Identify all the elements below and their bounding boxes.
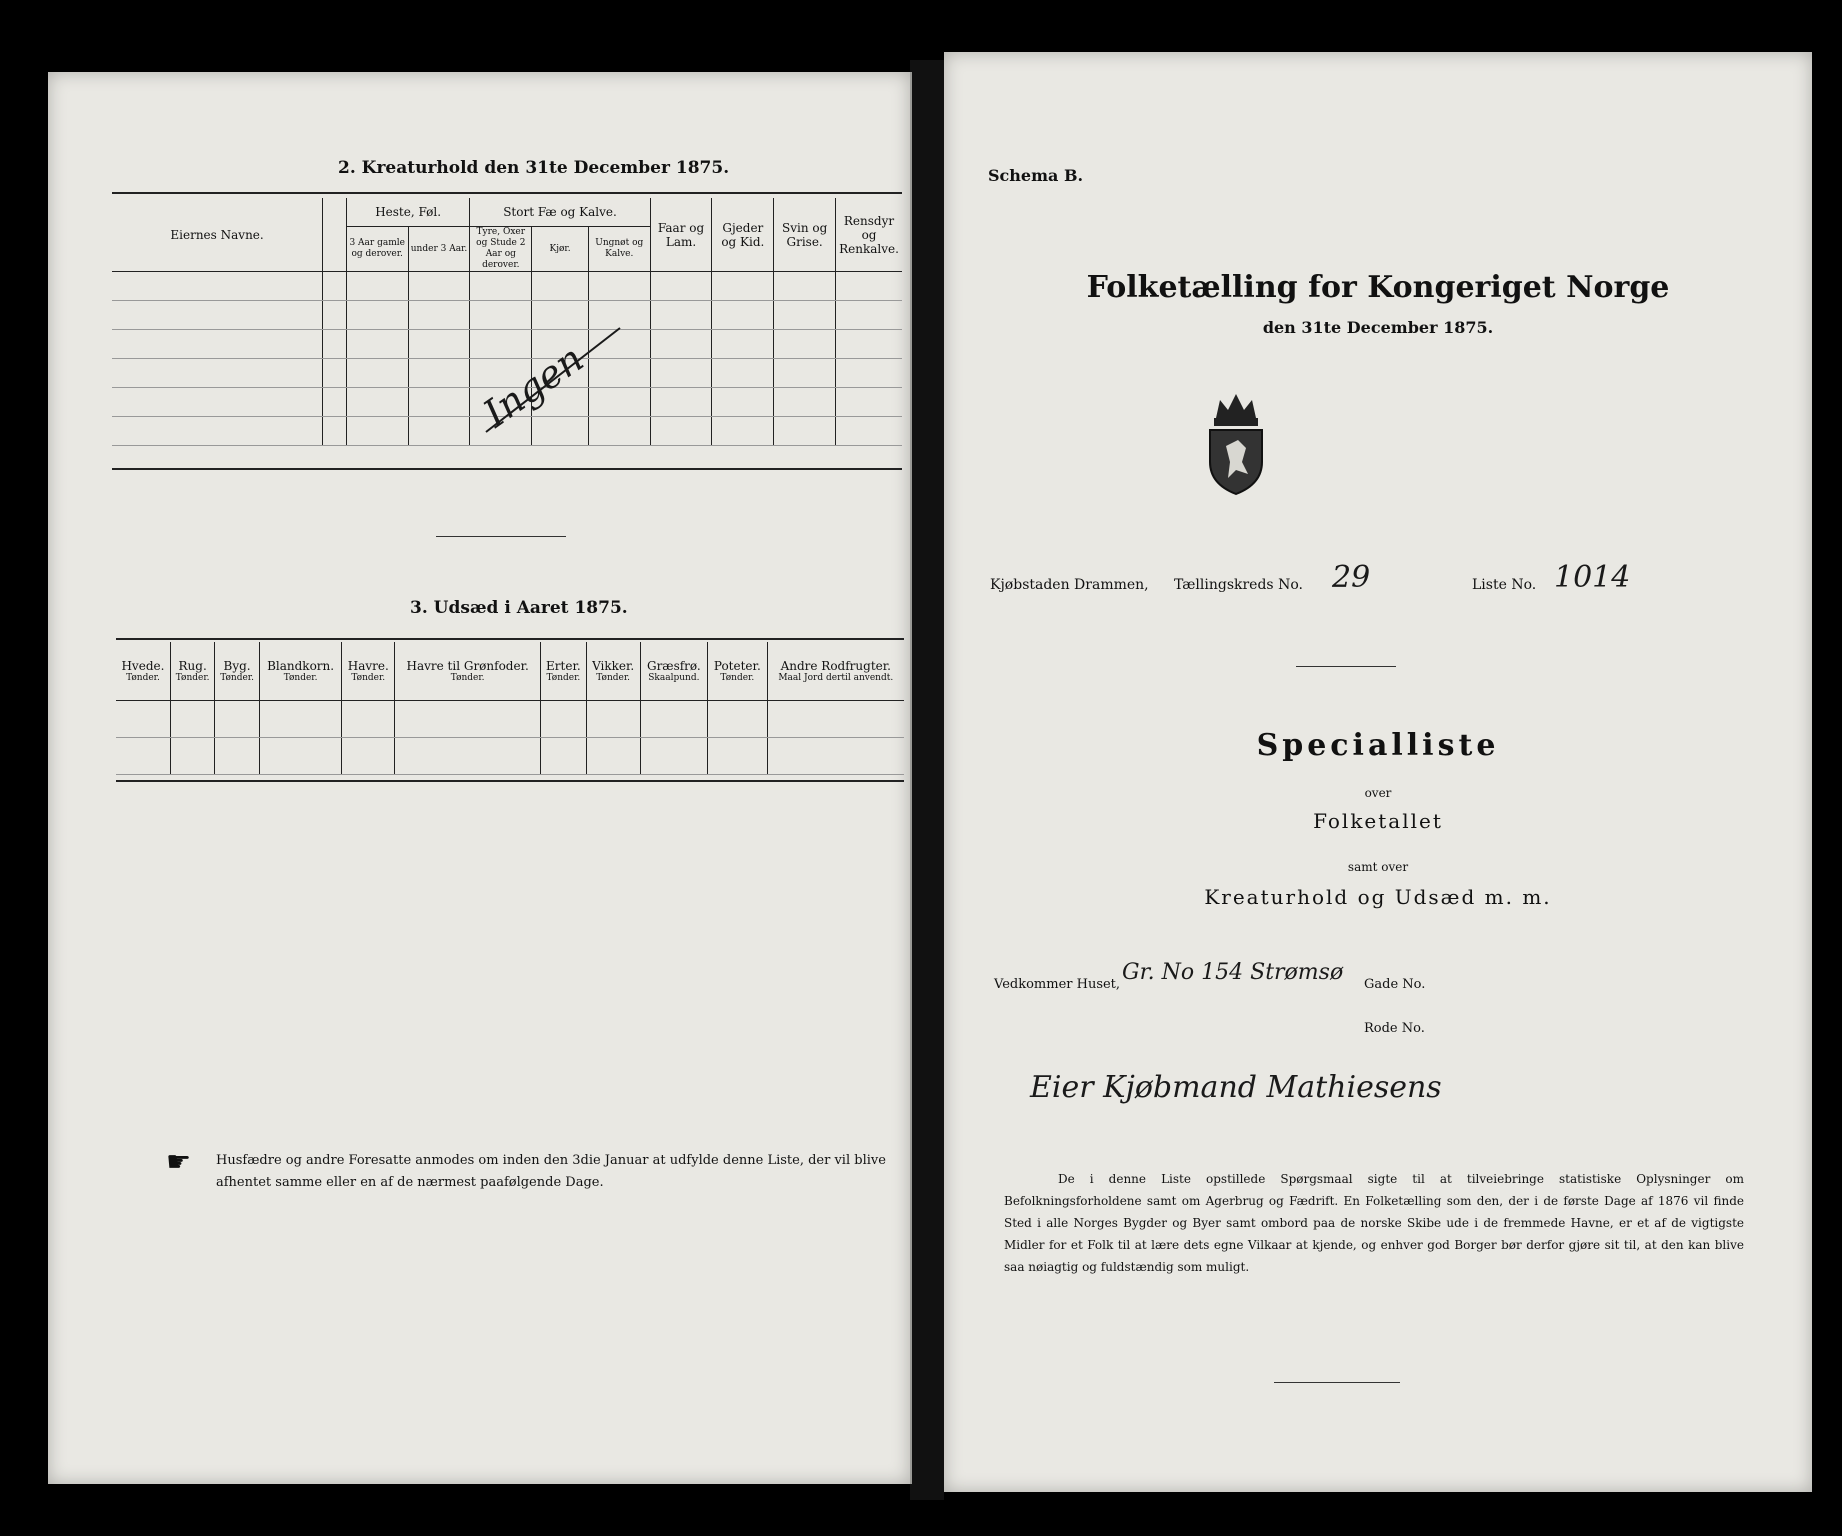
location-label: Kjøbstaden Drammen, [990, 577, 1149, 593]
col-faar: Faar og Lam. [650, 198, 712, 272]
liste-number: 1014 [1554, 560, 1631, 595]
handwritten-ingen: Ingen [475, 336, 592, 436]
udsaed-col-name: Vikker. [592, 658, 635, 673]
udsaed-col-unit: Tønder. [220, 672, 254, 683]
col-stort-fae: Stort Fæ og Kalve. [470, 198, 650, 227]
udsaed-cell [259, 738, 342, 775]
udsaed-col-header [541, 642, 586, 701]
section3-title: 3. Udsæd i Aaret 1875. [410, 598, 628, 618]
udsaed-col-header [342, 642, 395, 701]
col-svin: Svin og Grise. [774, 198, 836, 272]
udsaed-col-header [708, 642, 768, 701]
rode-label: Rode No. [1364, 1021, 1425, 1036]
pointing-hand-icon: ☛ [166, 1145, 192, 1178]
kreds-label: Tællingskreds No. [1174, 577, 1303, 593]
udsaed-cell [767, 701, 904, 738]
udsaed-cell [215, 738, 259, 775]
udsaed-cell [541, 738, 586, 775]
udsaed-col-header [767, 642, 904, 701]
udsaed-col-header [170, 642, 214, 701]
udsaed-col-name: Blandkorn. [267, 658, 335, 673]
udsaed-col-unit: Tønder. [720, 672, 755, 683]
udsaed-header-row [116, 642, 904, 701]
udsaed-cell [116, 738, 170, 775]
table-row [112, 272, 902, 301]
udsaed-cell [215, 701, 259, 738]
schema-label: Schema B. [988, 166, 1084, 185]
folketallet-text: Folketallet [1313, 809, 1443, 833]
col-blank [323, 198, 347, 272]
udsaed-col-unit: Tønder. [596, 672, 631, 683]
udsaed-col-header [640, 642, 707, 701]
main-title: Folketælling for Kongeriget Norge [1086, 270, 1670, 305]
udsaed-col-name: Erter. [546, 658, 581, 673]
table-row [116, 738, 904, 775]
udsaed-bottom-rule [116, 780, 904, 782]
udsaed-col-name: Rug. [178, 658, 207, 673]
udsaed-col-header [259, 642, 342, 701]
separator [436, 536, 566, 537]
over-text: over [1364, 786, 1392, 800]
udsaed-col-unit: Tønder. [546, 672, 581, 683]
udsaed-cell [116, 701, 170, 738]
udsaed-cell [541, 701, 586, 738]
owner-handwriting: Eier Kjøbmand Mathiesens [1030, 1070, 1442, 1105]
udsaed-col-name: Græsfrø. [646, 658, 701, 673]
col-heste-under3: under 3 Aar. [408, 227, 470, 272]
strike-line [478, 320, 628, 440]
huset-handwriting: Gr. No 154 Strømsø [1122, 960, 1344, 985]
col-rensdyr: Rensdyr og Renkalve. [836, 198, 902, 272]
udsaed-col-name: Byg. [223, 658, 251, 673]
samt-over-text: samt over [1347, 860, 1409, 874]
udsaed-col-unit: Tønder. [450, 672, 485, 683]
udsaed-cell [708, 701, 768, 738]
col-tyre: Tyre, Oxer og Stude 2 Aar og derover. [470, 227, 532, 272]
census-date: den 31te December 1875. [1262, 318, 1494, 337]
udsaed-col-unit: Tønder. [283, 672, 318, 683]
udsaed-cell [395, 701, 541, 738]
udsaed-col-header [116, 642, 170, 701]
udsaed-cell [342, 701, 395, 738]
kreds-number: 29 [1332, 560, 1371, 595]
udsaed-cell [170, 701, 214, 738]
table-row [116, 701, 904, 738]
left-page [48, 72, 912, 1484]
udsaed-col-unit: Maal Jord dertil anvendt. [778, 672, 894, 683]
udsaed-col-unit: Tønder. [126, 672, 160, 683]
udsaed-cell [170, 738, 214, 775]
udsaed-cell [767, 738, 904, 775]
info-paragraph: De i denne Liste opstillede Spørgsmaal sigte til at tilveiebringe statistiske Oplysninger om Befolkningsforholdene samt om Agerbrug og Fædrift. En Folketælling som den, der i de første Dage af 1876 vil finde Sted i alle Norges Bygder og Byer samt ombord paa de norske Skibe ude i de fremmede Havne, er et af de vigtigste Midler for et Folk til at lære dets egne Vilkaar at kjende, og enhver god Borger bør derfor gjøre sit til, at den kan blive saa nøiagtig og fuldstændig som muligt. [1004, 1172, 1744, 1274]
udsaed-cell [640, 738, 707, 775]
udsaed-cell [640, 701, 707, 738]
udsaed-cell [708, 738, 768, 775]
col-heste-3aar: 3 Aar gamle og derover. [346, 227, 408, 272]
udsaed-col-name: Poteter. [713, 658, 761, 673]
special-title: Specialliste [1256, 728, 1500, 763]
udsaed-cell [395, 738, 541, 775]
udsaed-cell [259, 701, 342, 738]
liste-label: Liste No. [1472, 577, 1537, 593]
huset-label: Vedkommer Huset, [994, 977, 1121, 992]
col-kjor: Kjør. [532, 227, 589, 272]
separator [1296, 666, 1396, 667]
udsaed-col-name: Havre. [347, 658, 389, 673]
udsaed-table [116, 642, 904, 775]
kreatur-line: Kreaturhold og Udsæd m. m. [1204, 885, 1552, 909]
col-heste: Heste, Føl. [346, 198, 470, 227]
udsaed-col-name: Havre til Grønfoder. [406, 658, 529, 673]
notice-text: Husfædre og andre Foresatte anmodes om inden den 3die Januar at udfylde denne Liste, der vil blive afhentet samme eller en af de nærmest paafølgende Dage. [216, 1153, 886, 1190]
udsaed-cell [586, 701, 640, 738]
udsaed-col-header [215, 642, 259, 701]
col-ungnot: Ungnøt og Kalve. [588, 227, 650, 272]
table-bottom-rule [112, 468, 902, 470]
udsaed-top-rule [116, 638, 904, 640]
book-gutter [910, 60, 944, 1500]
udsaed-col-unit: Tønder. [175, 672, 210, 683]
table-top-rule [112, 192, 902, 194]
udsaed-col-unit: Skaalpund. [648, 672, 700, 683]
udsaed-col-header [395, 642, 541, 701]
udsaed-cell [342, 738, 395, 775]
udsaed-col-name: Andre Rodfrugter. [780, 658, 891, 673]
udsaed-col-name: Hvede. [121, 658, 165, 673]
separator [1274, 1382, 1400, 1383]
coat-of-arms-icon [1198, 388, 1274, 498]
col-owner: Eiernes Navne. [112, 198, 323, 272]
gade-label: Gade No. [1364, 977, 1426, 992]
col-gjeder: Gjeder og Kid. [712, 198, 774, 272]
section2-title: 2. Kreaturhold den 31te December 1875. [338, 158, 730, 178]
right-page [944, 52, 1812, 1492]
udsaed-cell [586, 738, 640, 775]
udsaed-col-header [586, 642, 640, 701]
udsaed-col-unit: Tønder. [351, 672, 386, 683]
